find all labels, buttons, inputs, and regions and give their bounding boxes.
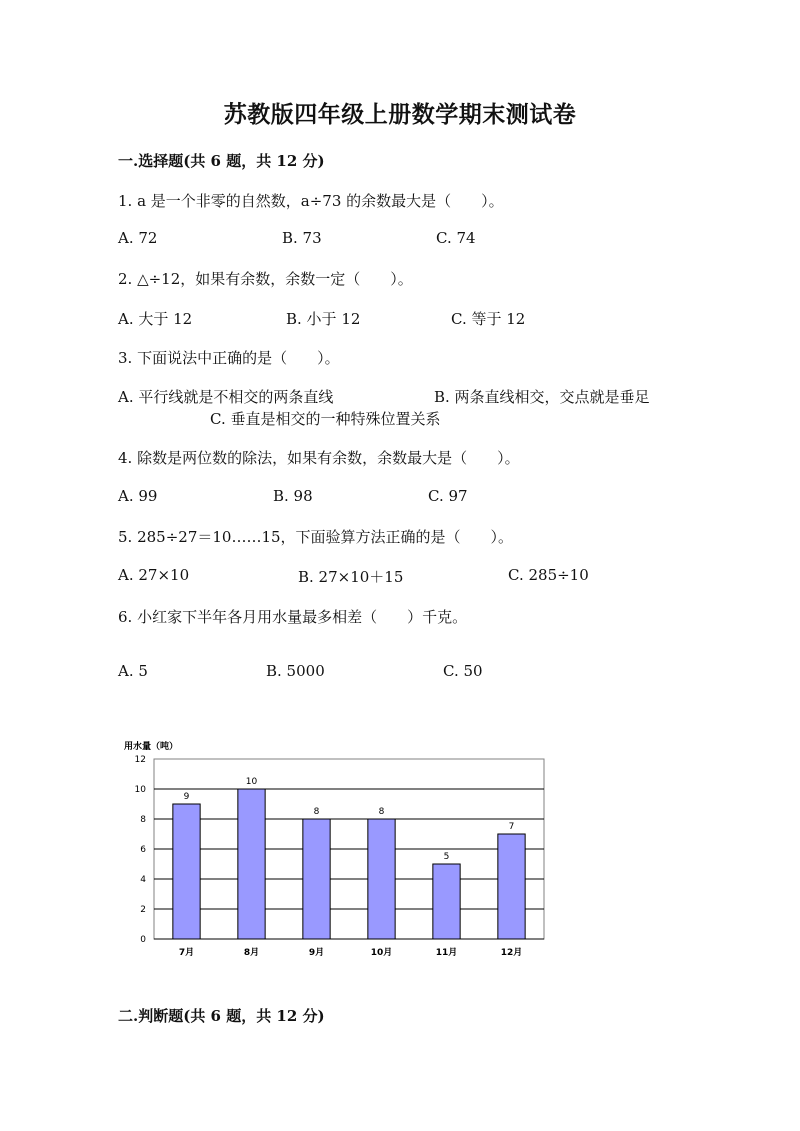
chart-x-tick-label: 12月 [500,948,523,958]
chart-data-label: 8 [313,807,320,817]
chart-y-tick-label: 6 [140,845,146,855]
chart-y-tick-label: 4 [140,875,146,885]
q4-option-b: B. 98 [273,487,313,505]
question-2: 2. △÷12，如果有余数，余数一定（ ）。 [118,270,413,288]
chart-bars [173,789,525,939]
q3-option-b: B. 两条直线相交，交点就是垂足 [434,388,650,406]
q4-option-c: C. 97 [428,487,468,505]
question-5: 5. 285÷27＝10……15，下面验算方法正确的是（ ）。 [118,528,514,546]
q2-option-c: C. 等于 12 [451,310,526,328]
q6-option-c: C. 50 [443,662,483,680]
chart-data-label: 5 [443,852,450,862]
q1-option-b: B. 73 [282,229,322,247]
chart-bar [368,819,395,939]
chart-y-axis-label: 用水量（吨） [124,742,179,752]
q5-option-c: C. 285÷10 [508,566,589,584]
q6-option-b: B. 5000 [266,662,325,680]
q1-option-a: A. 72 [118,229,158,247]
chart-bar [303,819,330,939]
chart-y-tick-label: 0 [140,935,146,945]
question-3: 3. 下面说法中正确的是（ ）。 [118,349,340,367]
chart-x-tick-label: 8月 [243,948,260,958]
q6-option-a: A. 5 [118,662,148,680]
chart-bar [498,834,525,939]
chart-x-tick-label: 9月 [308,948,325,958]
chart-x-tick-label: 7月 [178,948,195,958]
q1-option-c: C. 74 [436,229,476,247]
chart-x-ticks [179,947,522,958]
chart-bar [173,804,200,939]
chart-grid [154,759,544,939]
section-heading-choice: 一.选择题(共 6 题，共 12 分) [118,152,325,170]
chart-y-ticks [135,755,147,945]
chart-data-label: 9 [183,792,190,802]
q2-option-a: A. 大于 12 [118,310,193,328]
q3-option-c: C. 垂直是相交的一种特殊位置关系 [210,410,441,428]
chart-x-tick-label: 11月 [435,948,458,958]
q5-option-a: A. 27×10 [118,566,190,584]
chart-bar [433,864,460,939]
q3-option-a: A. 平行线就是不相交的两条直线 [118,388,334,406]
water-usage-bar-chart [118,735,558,970]
chart-data-label: 7 [508,822,515,832]
chart-data-label: 10 [245,777,258,787]
chart-y-tick-label: 2 [140,905,146,915]
question-4: 4. 除数是两位数的除法，如果有余数，余数最大是（ ）。 [118,449,520,467]
q2-option-b: B. 小于 12 [286,310,361,328]
chart-bar [238,789,265,939]
chart-data-label: 8 [378,807,385,817]
section-heading-judgement: 二.判断题(共 6 题，共 12 分) [118,1007,325,1025]
chart-y-tick-label: 12 [134,755,146,765]
q5-option-b: B. 27×10＋15 [298,568,404,586]
chart-x-tick-label: 10月 [370,948,393,958]
q4-option-a: A. 99 [118,487,158,505]
question-1: 1. a 是一个非零的自然数，a÷73 的余数最大是（ ）。 [118,192,504,210]
chart-y-tick-label: 8 [140,815,146,825]
chart-y-tick-label: 10 [134,785,146,795]
question-6: 6. 小红家下半年各月用水量最多相差（ ）千克。 [118,608,468,626]
page-title: 苏教版四年级上册数学期末测试卷 [223,101,577,128]
